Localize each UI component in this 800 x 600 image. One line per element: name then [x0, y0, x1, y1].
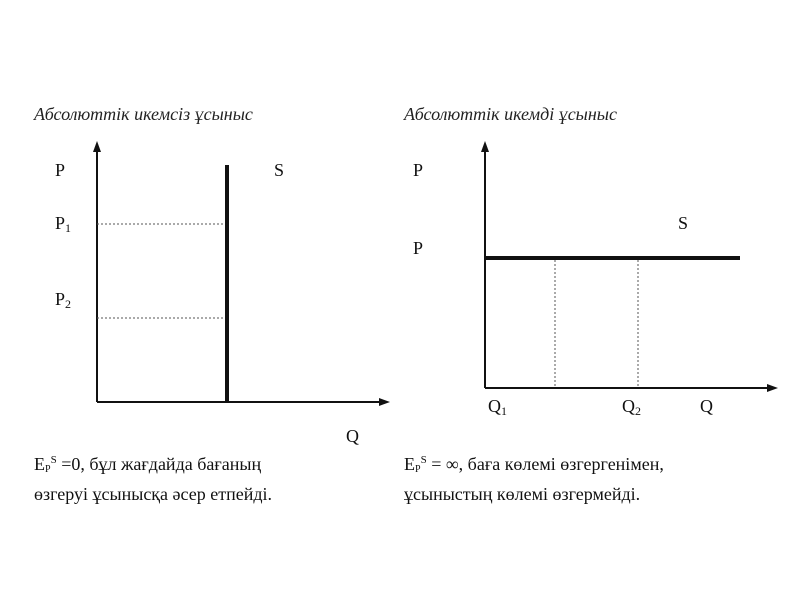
- y-axis-arrow: [93, 141, 101, 152]
- supply-label-s: S: [678, 213, 689, 233]
- axis-label-q: Q: [346, 426, 359, 446]
- elastic-title: Абсолюттік икемді ұсыныс: [404, 104, 617, 124]
- elastic-caption: [404, 448, 764, 506]
- x-axis-arrow: [767, 384, 778, 392]
- elastic-graph: [400, 0, 800, 600]
- y-axis-arrow: [481, 141, 489, 152]
- label-q2: $Q_2$: [622, 396, 641, 418]
- label-p2: $P_2$: [55, 289, 72, 311]
- caption-line-2: ұсыныстың көлемі өзгермейді.: [404, 484, 641, 504]
- axis-label-p-top: P: [413, 160, 424, 180]
- axis-label-p: P: [55, 160, 66, 180]
- caption-line-2: өзгеруі ұсынысқа әсер етпейді.: [34, 484, 272, 504]
- caption-line-1: $EP^S$ = ∞, баға көлемі өзгергенімен,: [404, 454, 664, 475]
- price-label-p: P: [413, 238, 424, 258]
- axis-label-q: Q: [700, 396, 713, 416]
- label-p1: $P_1$: [55, 213, 72, 235]
- label-q1: $Q_1$: [488, 396, 507, 418]
- inelastic-caption: [34, 448, 394, 506]
- supply-label-s: S: [274, 160, 285, 180]
- caption-line-1: $EP^S =0$, бұл жағдайда бағаның: [34, 454, 262, 475]
- elastic-supply-panel: [400, 0, 800, 600]
- x-axis-arrow: [379, 398, 390, 406]
- inelastic-title: Абсолюттік икемсіз ұсыныс: [34, 104, 253, 124]
